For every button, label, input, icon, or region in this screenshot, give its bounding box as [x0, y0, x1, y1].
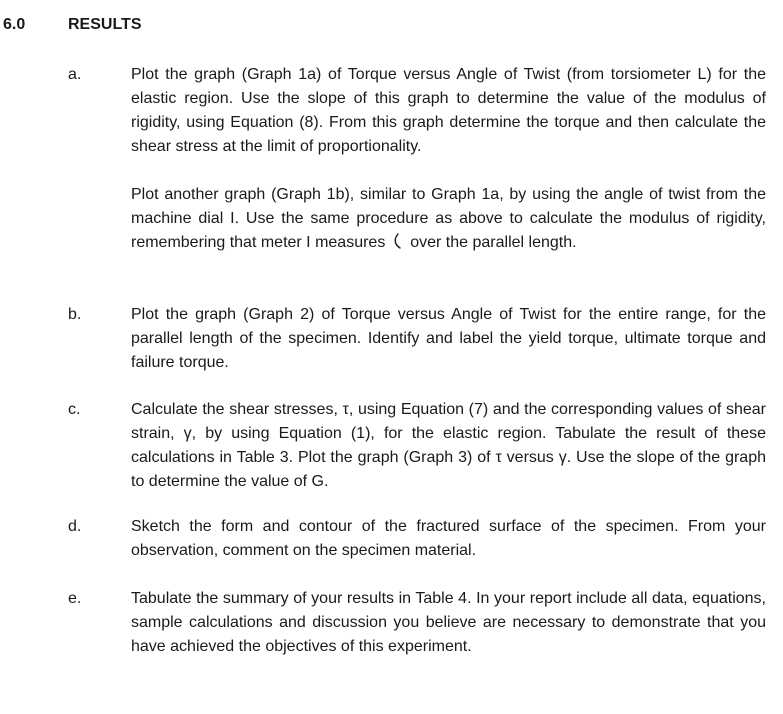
item-label: b.: [68, 306, 82, 323]
item-text: Plot the graph (Graph 2) of Torque versus Angle of Twist for the entire range, for the parallel length of the specimen. Identify and label the yield torque, ultimate torque and failure torque.: [131, 306, 766, 371]
item-label: d.: [68, 518, 82, 535]
item-text-after: over the parallel length.: [410, 234, 577, 251]
item-text: Tabulate the summary of your results in Table 4. In your report include all data, equations, sample calculations and discussion you believe are necessary to demonstrate that you have achieved the objectives of this experiment.: [131, 590, 766, 655]
item-text: Plot the graph (Graph 1a) of Torque versus Angle of Twist (from torsiometer L) for the elastic region. Use the slope of this graph to determine the value of the modulus of rigidity, using Equation (8). From this graph determine the torque and then calculate the shear stress at the limit of proportionality.: [131, 66, 766, 155]
item-text: Calculate the shear stresses, τ, using Equation (7) and the corresponding values of shear strain, γ, by using Equation (1), for the elastic region. Tabulate the result of these calculations in Table 3. Plot the graph (Graph 3) of τ versus γ. Use the slope of the graph to determine the value of G.: [131, 401, 766, 490]
item-label: e.: [68, 590, 82, 607]
length-symbol-icon: [390, 232, 406, 250]
section-number: 6.0: [3, 16, 26, 33]
section-title: RESULTS: [68, 16, 142, 33]
item-text: Sketch the form and contour of the fractured surface of the specimen. From your observation, comment on the specimen material.: [131, 518, 766, 559]
item-text: [131, 183, 766, 255]
item-text-before: Plot another graph (Graph 1b), similar to Graph 1a, by using the angle of twist from the machine dial I. Use the same procedure as above to calculate the modulus of rigidity, remembering that meter I measures: [131, 186, 766, 251]
item-label: c.: [68, 401, 81, 418]
item-label: a.: [68, 66, 82, 83]
